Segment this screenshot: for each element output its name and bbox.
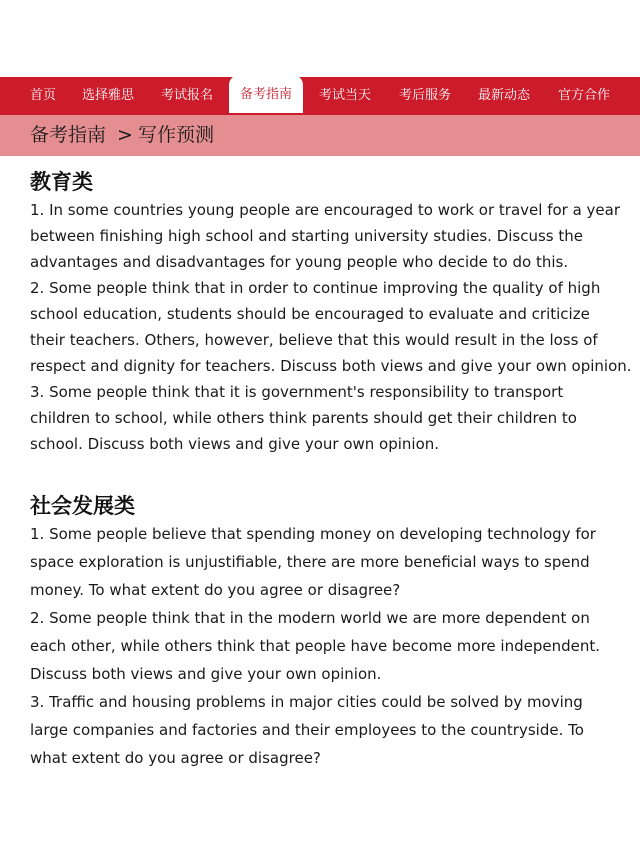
text-line: 3. Traffic and housing problems in major cities could be solved by moving <box>30 693 583 711</box>
text-line: each other, while others think that people have become more independent. <box>30 637 601 655</box>
text-line: 2. Some people think that in order to continue improving the quality of high <box>30 279 601 297</box>
nav-item-test-day[interactable]: 考试当天 <box>318 88 372 103</box>
text-line: respect and dignity for teachers. Discuss both views and give your own opinion. <box>30 357 632 375</box>
text-line: Discuss both views and give your own opinion. <box>30 665 382 683</box>
text-line: children to school, while others think parents should get their children to <box>30 409 577 427</box>
nav-item-preparation-guide[interactable]: 备考指南 <box>229 75 303 113</box>
nav-item-latest-news[interactable]: 最新动态 <box>477 88 531 103</box>
text-line: 3. Some people think that it is government's responsibility to transport <box>30 383 564 401</box>
text-line: what extent do you agree or disagree? <box>30 749 321 767</box>
text-line: 1. Some people believe that spending money on developing technology for <box>30 525 596 543</box>
breadcrumb-current: 写作预测 <box>138 124 215 146</box>
text-line: 2. Some people think that in the modern world we are more dependent on <box>30 609 590 627</box>
section-title-social-development: 社会发展类 <box>30 494 135 518</box>
nav-item-registration[interactable]: 考试报名 <box>160 88 214 103</box>
text-line: school. Discuss both views and give your own opinion. <box>30 435 440 453</box>
text-line: their teachers. Others, however, believe that this would result in the loss of <box>30 331 598 349</box>
nav-item-after-test-service[interactable]: 考后服务 <box>398 88 452 103</box>
text-line: money. To what extent do you agree or disagree? <box>30 581 401 599</box>
section-title-education: 教育类 <box>30 170 93 194</box>
section-body-social-development <box>30 520 625 772</box>
nav-item-choose-ielts[interactable]: 选择雅思 <box>81 88 135 103</box>
text-line: space exploration is unjustifiable, there are more beneficial ways to spend <box>30 553 590 571</box>
nav-item-home[interactable]: 首页 <box>29 88 57 103</box>
text-line: between finishing high school and starting university studies. Discuss the <box>30 227 583 245</box>
text-line: school education, students should be encouraged to evaluate and criticize <box>30 305 590 323</box>
breadcrumb <box>0 115 640 156</box>
nav-item-official-cooperation[interactable]: 官方合作 <box>557 88 611 103</box>
section-body-education <box>30 197 632 457</box>
main-nav-bar <box>0 77 640 115</box>
breadcrumb-parent[interactable]: 备考指南 <box>30 124 107 146</box>
text-line: advantages and disadvantages for young people who decide to do this. <box>30 253 569 271</box>
breadcrumb-separator-icon: > <box>117 124 133 146</box>
text-line: large companies and factories and their employees to the countryside. To <box>30 721 584 739</box>
text-line: 1. In some countries young people are encouraged to work or travel for a year <box>30 201 621 219</box>
